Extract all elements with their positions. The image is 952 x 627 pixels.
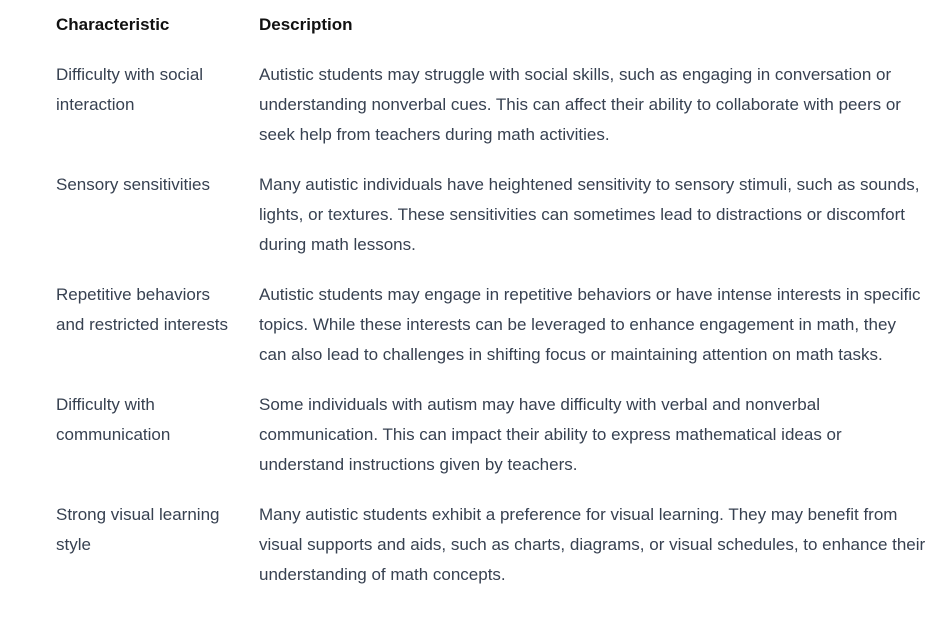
table-body — [0, 60, 952, 590]
characteristic-cell: Sensory sensitivities — [56, 175, 211, 194]
description-cell: Many autistic individuals have heightened sensitivity to sensory stimuli, such as sounds, lights, or textures. These sensitivities can sometimes lead to distractions or discomfort during math lessons. — [259, 175, 920, 254]
header-description: Description — [259, 15, 353, 34]
description-cell: Some individuals with autism may have difficulty with verbal and nonverbal communication. This can impact their ability to express mathematical ideas or understand instructions given by teachers. — [259, 395, 842, 474]
description-cell: Autistic students may struggle with social skills, such as engaging in conversation or understanding nonverbal cues. This can affect their ability to collaborate with peers or seek help from teachers during math activities. — [259, 65, 901, 144]
characteristic-cell: Difficulty with social interaction — [56, 65, 204, 114]
description-cell: Autistic students may engage in repetitive behaviors or have intense interests in specific topics. While these interests can be leveraged to enhance engagement in math, they can also lead to challenges in shifting focus or maintaining attention on math tasks. — [259, 285, 921, 364]
header-row — [0, 0, 952, 60]
description-cell: Many autistic students exhibit a preference for visual learning. They may benefit from visual supports and aids, such as charts, diagrams, or visual schedules, to enhance their understanding of math concepts. — [259, 505, 926, 584]
table-row — [0, 390, 952, 500]
header-characteristic: Characteristic — [56, 15, 170, 34]
table-row — [0, 170, 952, 280]
table-row — [0, 500, 952, 590]
characteristic-cell: Strong visual learning style — [56, 505, 220, 554]
table-header — [0, 0, 952, 60]
table-row — [0, 280, 952, 390]
characteristic-cell: Repetitive behaviors and restricted interests — [56, 285, 228, 334]
table-row — [0, 60, 952, 170]
characteristic-cell: Difficulty with communication — [56, 395, 171, 444]
